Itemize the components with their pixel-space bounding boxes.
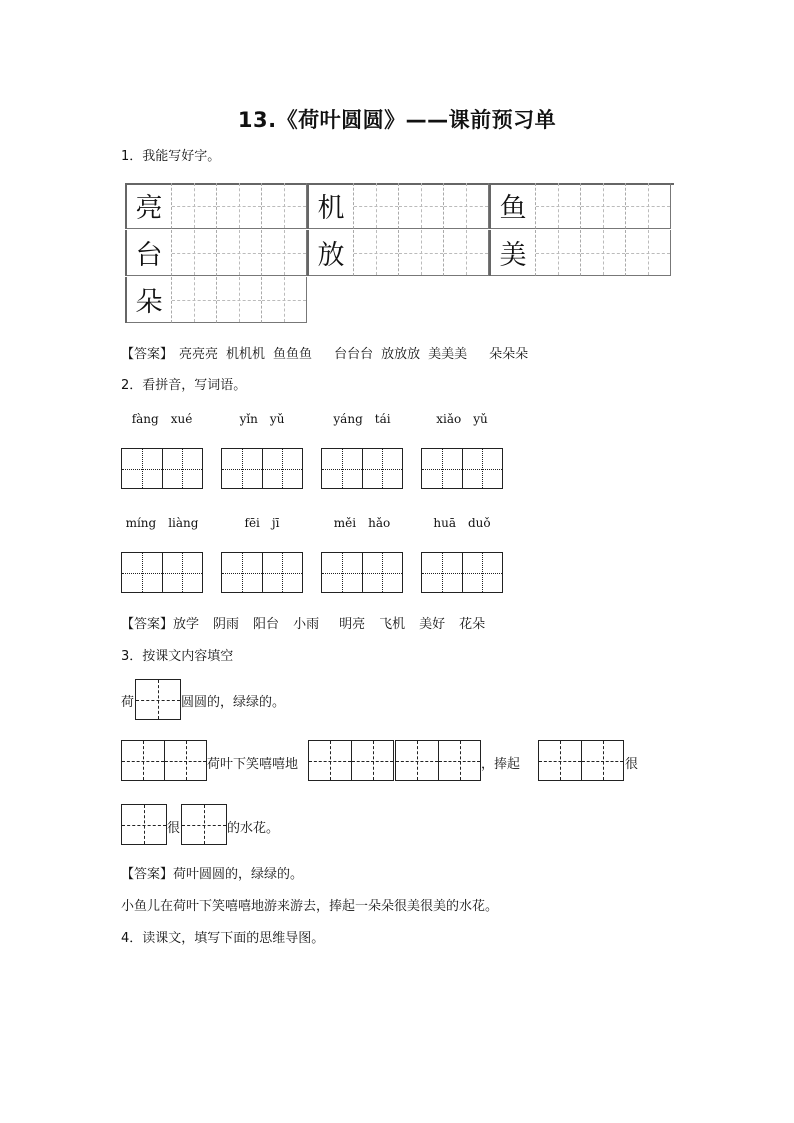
practice-cell[interactable] [354, 230, 399, 276]
answer-word: 小雨 [293, 617, 320, 632]
answer-3-line-2: 小鱼儿在荷叶下笑嘻嘻地游来游去，捧起一朵朵很美很美的水花。 [121, 899, 499, 914]
word-box[interactable] [321, 552, 403, 593]
answer-word: 美好 [419, 617, 446, 632]
model-char-cell [491, 183, 536, 229]
practice-cell[interactable] [581, 230, 626, 276]
model-char-cell [127, 277, 172, 323]
pinyin-label: míng liàng [125, 516, 199, 530]
answer-1 [121, 343, 542, 362]
model-char: 放 [317, 240, 345, 271]
word-box[interactable] [121, 448, 203, 489]
fill-box[interactable] [395, 740, 481, 781]
word-box[interactable] [121, 552, 203, 593]
practice-cell[interactable] [217, 230, 262, 276]
fill-text: 很 [625, 757, 639, 772]
practice-cell[interactable] [626, 230, 671, 276]
model-char-cell [491, 230, 536, 276]
model-char: 朵 [135, 287, 163, 318]
answer-3 [121, 863, 317, 882]
fill-text: 圆圆的，绿绿的。 [181, 695, 286, 710]
model-char: 美 [499, 240, 527, 271]
question-4-label: 4．读课文，填写下面的思维导图。 [121, 931, 325, 946]
answer-word: 美美美 [428, 347, 468, 362]
practice-cell[interactable] [262, 277, 307, 323]
model-char: 亮 [135, 193, 163, 224]
model-char: 鱼 [499, 193, 527, 224]
fill-text: 的水花。 [227, 821, 280, 836]
fill-text: 很 [167, 821, 181, 836]
pinyin-label: yáng tái [333, 412, 391, 426]
model-char: 台 [135, 240, 163, 271]
answer-line: 荷叶圆圆的，绿绿的。 [173, 867, 304, 882]
model-char: 机 [317, 193, 345, 224]
fill-box[interactable] [121, 804, 167, 845]
fill-box[interactable] [308, 740, 394, 781]
answer-word: 明亮 [339, 617, 366, 632]
practice-cell[interactable] [581, 183, 626, 229]
fill-box[interactable] [181, 804, 227, 845]
word-box[interactable] [421, 448, 503, 489]
question-3-label: 3．按课文内容填空 [121, 649, 234, 664]
practice-cell[interactable] [444, 183, 489, 229]
fill-text: ，捧起 [481, 757, 521, 772]
pinyin-label: huā duǒ [433, 516, 491, 530]
pinyin-label: fēi jī [244, 516, 280, 530]
practice-cell[interactable] [399, 183, 444, 229]
question-2-label: 2．看拼音，写词语。 [121, 378, 247, 393]
pinyin-label: yǐn yǔ [239, 412, 285, 426]
answer-word: 鱼鱼鱼 [273, 347, 313, 362]
pinyin-label: měi hǎo [333, 516, 391, 530]
practice-cell[interactable] [536, 230, 581, 276]
word-box[interactable] [321, 448, 403, 489]
practice-cell[interactable] [444, 230, 489, 276]
fill-text: 荷叶下笑嘻嘻地 [207, 757, 299, 772]
word-box[interactable] [221, 552, 303, 593]
answer-word: 机机机 [226, 347, 266, 362]
answer-word: 放放放 [381, 347, 421, 362]
model-char-cell [127, 183, 172, 229]
model-char-cell [309, 183, 354, 229]
practice-cell[interactable] [217, 277, 262, 323]
answer-tag: 【答案】 [121, 617, 174, 632]
answer-word: 台台台 [334, 347, 374, 362]
question-1-label: 1．我能写好字。 [121, 149, 221, 164]
answer-word: 亮亮亮 [179, 347, 219, 362]
word-box[interactable] [221, 448, 303, 489]
practice-cell[interactable] [262, 183, 307, 229]
pinyin-label: fàng xué [131, 412, 193, 426]
answer-word: 阳台 [253, 617, 280, 632]
answer-tag: 【答案】 [121, 347, 174, 362]
answer-word: 放学 [173, 617, 200, 632]
fill-box[interactable] [121, 740, 207, 781]
practice-cell[interactable] [172, 183, 217, 229]
fill-box[interactable] [135, 679, 181, 720]
answer-word: 阴雨 [213, 617, 240, 632]
practice-cell[interactable] [172, 277, 217, 323]
practice-cell[interactable] [172, 230, 217, 276]
model-char-cell [127, 230, 172, 276]
model-char-cell [309, 230, 354, 276]
practice-cell[interactable] [536, 183, 581, 229]
answer-word: 花朵 [459, 617, 486, 632]
practice-cell[interactable] [217, 183, 262, 229]
pinyin-label: xiǎo yǔ [436, 412, 488, 426]
answer-tag: 【答案】 [121, 867, 174, 882]
answer-word: 飞机 [379, 617, 406, 632]
fill-box[interactable] [538, 740, 624, 781]
answer-2 [121, 613, 499, 632]
answer-word: 朵朵朵 [489, 347, 529, 362]
practice-cell[interactable] [399, 230, 444, 276]
practice-cell[interactable] [354, 183, 399, 229]
word-box[interactable] [421, 552, 503, 593]
fill-text: 荷 [121, 695, 135, 710]
practice-cell[interactable] [626, 183, 671, 229]
practice-cell[interactable] [262, 230, 307, 276]
page-title: 13.《荷叶圆圆》——课前预习单 [237, 108, 557, 132]
